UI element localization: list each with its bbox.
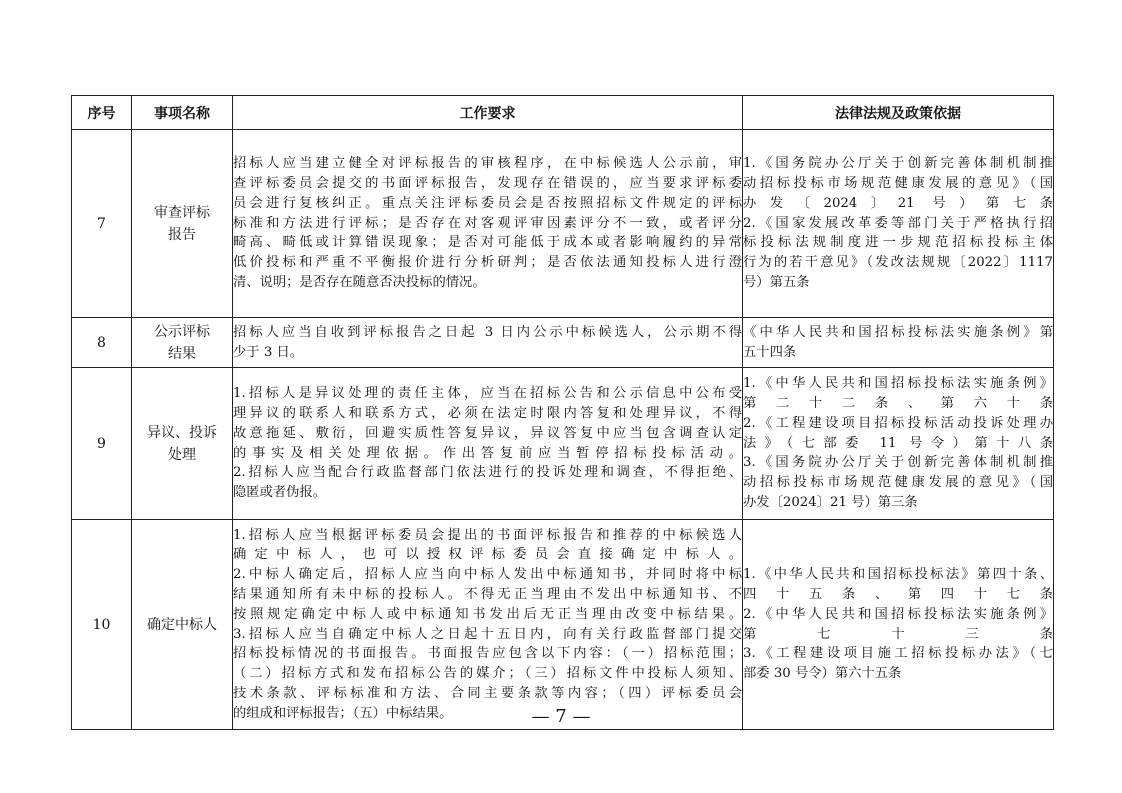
item-name-line: 公示评标	[154, 323, 210, 340]
basis-line: 标投标法规制度进一步规范招标投标主体	[743, 235, 1053, 251]
row-work-requirements	[233, 368, 743, 520]
requirement-line: 3.招标人应当自确定中标人之日起十五日内，向有关行政监督部门提交	[233, 626, 742, 642]
requirement-line: 1.招标人是异议处理的责任主体，应当在招标公告和公示信息中公布受	[233, 386, 742, 402]
row-legal-basis	[743, 368, 1054, 520]
requirement-line: 招标人应当自收到评标报告之日起 3 日内公示中标候选人，公示期不得	[233, 324, 742, 340]
header-seq: 序号	[72, 96, 132, 130]
row-seq: 8	[72, 318, 132, 368]
requirement-line: 标准和方法进行评标；是否存在对客观评审因素评分不一致，或者评分	[233, 215, 742, 231]
basis-line: 行为的若干意见》（发改法规规〔2022〕1117	[743, 255, 1053, 271]
requirement-line: 2.招标人应当配合行政监督部门依法进行的投诉处理和调查，不得拒绝、	[233, 465, 742, 481]
row-item-name	[132, 318, 233, 368]
table-header-row	[72, 96, 1054, 130]
requirement-line: 按照规定确定中标人或中标通知书发出后无正当理由改变中标结果。	[233, 606, 742, 622]
table-row	[72, 520, 1054, 730]
basis-line: 2.《工程建设项目招标投标活动投诉处理办	[743, 415, 1053, 431]
row-item-name	[132, 368, 233, 520]
table-row	[72, 368, 1054, 520]
row-legal-basis	[743, 520, 1054, 730]
table-body	[72, 130, 1054, 730]
basis-line: 2.《国家发展改革委等部门关于严格执行招	[743, 215, 1053, 231]
requirement-line: 的组成和评标报告；（五）中标结果。	[233, 705, 453, 721]
row-seq: 9	[72, 368, 132, 520]
requirement-line: 低价投标和严重不平衡报价进行分析研判；是否依法通知投标人进行澄	[233, 255, 742, 271]
basis-line: 3.《国务院办公厅关于创新完善体制机制推	[743, 455, 1053, 471]
item-name-line: 结果	[168, 345, 196, 362]
basis-line: 法》（七部委 11 号令）第十八条	[743, 435, 1053, 451]
basis-line: 动招标投标市场规范健康发展的意见》（国	[743, 176, 1053, 191]
requirement-line: 畸高、畸低或计算错误现象；是否对可能低于成本或者影响履约的异常	[233, 235, 742, 251]
header-work-requirements: 工作要求	[233, 96, 743, 130]
basis-line: 1.《国务院办公厅关于创新完善体制机制推	[743, 156, 1053, 172]
basis-line: 1.《中华人民共和国招标投标法》第四十条、	[743, 567, 1053, 583]
item-name-line: 确定中标人	[147, 616, 217, 633]
requirement-line: 清、说明；是否存在随意否决投标的情况。	[233, 274, 486, 290]
requirement-line: 查评标委员会提交的书面评标报告，发现存在错误的，应当要求评标委	[233, 176, 742, 191]
requirement-line: 员会进行复核纠正。重点关注评标委员会是否按照招标文件规定的评标	[233, 195, 742, 211]
row-seq: 7	[72, 130, 132, 318]
table-row	[72, 130, 1054, 318]
requirement-line: 1.招标人应当根据评标委员会提出的书面评标报告和推荐的中标候选人	[233, 527, 742, 543]
requirement-line: 故意拖延、敷衍，回避实质性答复异议，异议答复中应当包含调查认定	[233, 425, 742, 441]
requirement-line: 少于 3 日。	[233, 344, 304, 360]
row-work-requirements	[233, 130, 743, 318]
basis-line: 办发〔2024〕21 号）第七条	[743, 195, 1053, 211]
requirement-line: 理异议的联系人和联系方式，必须在法定时限内答复和处理异议，不得	[233, 405, 742, 421]
regulation-table	[71, 95, 1054, 730]
row-work-requirements	[233, 318, 743, 368]
basis-line: 办发〔2024〕21 号）第三条	[743, 494, 918, 510]
page-number: — 7 —	[531, 706, 591, 727]
basis-line: 《中华人民共和国招标投标法实施条例》第	[743, 324, 1053, 340]
header-item-name: 事项名称	[132, 96, 233, 130]
row-work-requirements	[233, 520, 743, 730]
basis-line: 2.《中华人民共和国招标投标法实施条例》	[743, 606, 1053, 622]
table-row	[72, 318, 1054, 368]
basis-line: 五十四条	[743, 344, 797, 360]
basis-line: 动招标投标市场规范健康发展的意见》（国	[743, 475, 1053, 491]
item-name-line: 审查评标	[154, 204, 210, 221]
basis-line: 四十五条、第四十七条	[743, 586, 1053, 602]
row-legal-basis	[743, 318, 1054, 368]
item-name-line: 异议、投诉	[147, 424, 217, 441]
item-name-line: 处理	[168, 446, 196, 463]
requirement-line: 的事实及相关处理依据。作出答复前应当暂停招标投标活动。	[233, 445, 742, 461]
basis-line: 第二十二条、第六十条	[743, 396, 1053, 411]
item-name-line: 报告	[168, 226, 196, 243]
requirement-line: 确定中标人，也可以授权评标委员会直接确定中标人。	[233, 547, 742, 563]
basis-line: 部委 30 号令）第六十五条	[743, 666, 902, 682]
row-legal-basis	[743, 130, 1054, 318]
requirement-line: 技术条款、评标标准和方法、合同主要条款等内容；（四）评标委员会	[233, 685, 742, 701]
basis-line: 1.《中华人民共和国招标投标法实施条例》	[743, 376, 1053, 392]
requirement-line: 2.中标人确定后，招标人应当向中标人发出中标通知书，并同时将中标	[233, 567, 742, 583]
requirement-line: 招标投标情况的书面报告。书面报告应包含以下内容：（一）招标范围；	[233, 646, 742, 662]
basis-line: 号）第五条	[743, 274, 810, 290]
row-seq: 10	[72, 520, 132, 730]
requirement-line: （二）招标方式和发布招标公告的媒介；（三）招标文件中投标人须知、	[233, 666, 742, 682]
requirement-line: 招标人应当建立健全对评标报告的审核程序，在中标候选人公示前，审	[233, 156, 742, 172]
row-item-name	[132, 130, 233, 318]
requirement-line: 隐匿或者伪报。	[233, 485, 327, 501]
header-legal-basis: 法律法规及政策依据	[743, 96, 1054, 130]
basis-line: 第七十三条	[743, 626, 1053, 642]
requirement-line: 结果通知所有未中标的投标人。不得无正当理由不发出中标通知书、不	[233, 586, 742, 602]
basis-line: 3.《工程建设项目施工招标投标办法》（七	[743, 646, 1053, 662]
row-item-name	[132, 520, 233, 730]
